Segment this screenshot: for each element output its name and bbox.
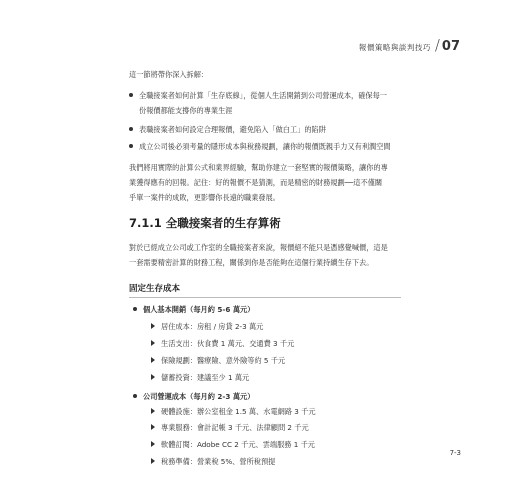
- bullet-dot-icon: [129, 144, 133, 148]
- page-footer-number: 7-3: [449, 449, 461, 457]
- bullet-dot-icon: [133, 394, 137, 398]
- bullet-item: [129, 92, 387, 99]
- triangle-bullet-icon: [151, 374, 155, 380]
- list-item: 稅務準備：營業稅 5%、營所稅預提: [151, 458, 275, 465]
- paragraph-line: 乎單一案件的成敗，更影響你長遠的職業發展。: [129, 193, 280, 202]
- bullet-dot-icon: [129, 127, 133, 131]
- group-label: 個人基本開銷（每月約 5-6 萬元）: [143, 305, 255, 314]
- bullet-item: [129, 143, 391, 150]
- list-item: 保險規劃：醫療險、意外險等約 5 千元: [151, 357, 285, 364]
- bullet-dot-icon: [133, 307, 137, 311]
- list-item: 儲蓄投資：建議至少 1 萬元: [151, 374, 249, 381]
- running-header: [359, 36, 460, 54]
- section-heading: 7.1.1 全職接案者的生存算術: [129, 216, 281, 230]
- triangle-bullet-icon: [151, 408, 155, 414]
- bullet-dot-icon: [129, 93, 133, 97]
- triangle-bullet-icon: [151, 357, 155, 363]
- group-heading: [133, 393, 254, 400]
- section-paragraph-line: 對於已經成立公司或工作室的全職接案者來說，報價絕不能只是憑感覺喊價，這是: [129, 243, 388, 252]
- section-paragraph-line: 一套需要精密計算的財務工程，關係到你是否能夠在這個行業持續生存下去。: [129, 258, 374, 267]
- subsection-underline: [129, 297, 401, 298]
- list-item: 生活支出：伙食費 1 萬元、交通費 3 千元: [151, 340, 294, 347]
- subsection-heading: 固定生存成本: [129, 284, 181, 294]
- bullet-text: 全職接案者如何計算「生存底線」，從個人生活開銷到公司營運成本，確保每一: [139, 91, 387, 100]
- triangle-bullet-icon: [151, 340, 155, 346]
- list-item: 居住成本：房租 / 房貸 2-3 萬元: [151, 323, 263, 330]
- paragraph-line: 我們將用實際的計算公式和業界經驗，幫助你建立一套堅實的報價策略，讓你的專: [129, 163, 388, 172]
- bullet-text: 表職接案者如何設定合理報價，避免陷入「做白工」的陷阱: [139, 125, 326, 134]
- paragraph-line: 業獲得應有的回報。記住：好的報價不是猜測，而是精密的財務規劃──這不僅關: [129, 178, 383, 187]
- bullet-item: [129, 126, 326, 133]
- list-item: 硬體設施：辦公室租金 1.5 萬、水電網路 3 千元: [151, 408, 316, 415]
- header-page-number: 07: [441, 39, 460, 54]
- header-title: 報價策略與談判技巧: [358, 43, 431, 52]
- header-divider: /: [434, 36, 440, 54]
- list-item: 專業服務：會計記帳 3 千元、法律顧問 2 千元: [151, 424, 309, 431]
- list-item: 軟體訂閱：Adobe CC 2 千元、雲端服務 1 千元: [151, 441, 315, 448]
- group-heading: [133, 306, 254, 313]
- group-label: 公司營運成本（每月約 2-3 萬元）: [143, 392, 255, 401]
- triangle-bullet-icon: [151, 323, 155, 329]
- triangle-bullet-icon: [151, 441, 155, 447]
- bullet-text: 成立公司後必須考量的隱形成本與稅務規劃，讓你的報價既親手力又有利潤空間: [139, 142, 391, 151]
- bullet-text-continued: 份報價都能支撐你的專業生涯: [139, 106, 233, 115]
- triangle-bullet-icon: [151, 424, 155, 430]
- triangle-bullet-icon: [151, 458, 155, 464]
- intro-text: 這一節將帶你深入拆解：: [129, 70, 209, 79]
